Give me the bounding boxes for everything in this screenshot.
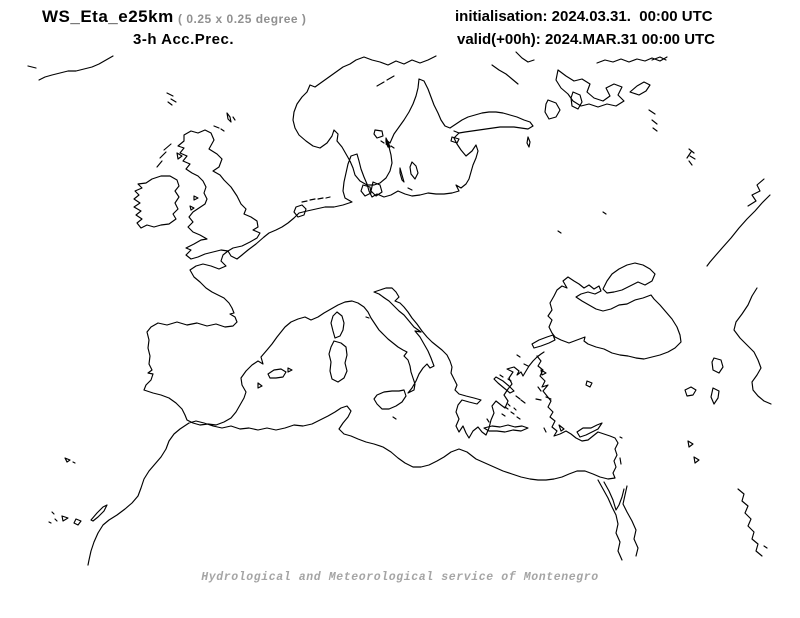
coast-arctic-islets <box>649 57 695 165</box>
coast-faroe-islands <box>167 93 176 105</box>
lake-peipus <box>527 137 606 233</box>
valid-line: valid(+00h): 2024.MAR.31 00:00 UTC <box>457 31 716 48</box>
model-name: WS_Eta_e25km <box>42 7 174 26</box>
lake-tuz <box>586 381 592 387</box>
coast-white-sea <box>556 70 624 107</box>
coast-elba <box>366 317 369 318</box>
lake-ijsselmeer <box>294 205 306 217</box>
coast-sea-of-marmara <box>532 335 555 348</box>
coast-sicily <box>374 390 406 419</box>
coast-cyprus <box>577 423 622 438</box>
coast-funen <box>361 185 371 196</box>
coast-mallorca <box>258 368 292 388</box>
coast-sinai-aqaba <box>604 482 638 556</box>
lake-urmia <box>711 358 723 404</box>
coast-france-iberia-med-africa <box>88 237 618 565</box>
coast-ireland <box>134 176 179 228</box>
coast-corsica <box>331 312 344 338</box>
resolution-note: ( 0.25 x 0.25 degree ) <box>178 12 307 26</box>
coast-scandinavia-baltic <box>264 56 533 237</box>
coast-kola-fragments <box>492 52 534 84</box>
coast-oland <box>400 168 404 182</box>
coast-caspian-west <box>734 288 771 404</box>
coast-orkney <box>214 126 224 131</box>
coast-iceland <box>39 56 113 80</box>
coast-gotland <box>410 162 418 179</box>
coast-dead-sea <box>620 458 621 464</box>
lake-ladoga <box>545 100 560 119</box>
coast-great-britain <box>178 130 260 259</box>
coast-black-sea <box>548 277 681 359</box>
coast-iceland-fragment <box>28 66 36 68</box>
coast-caspian-northwest <box>707 195 770 266</box>
coast-aegean-islands <box>487 355 564 432</box>
product-title: 3-h Acc.Prec. <box>133 31 234 48</box>
coast-lofoten-islands <box>377 76 394 86</box>
lake-van <box>685 387 696 396</box>
coast-bornholm <box>408 188 412 190</box>
coast-madeira <box>65 458 75 463</box>
footer-credit: Hydrological and Meteorological service of Montenegro <box>201 571 599 584</box>
coast-pechora <box>748 179 764 206</box>
coast-sea-of-azov <box>603 263 655 293</box>
coast-canary-islands <box>49 505 107 525</box>
coast-kanin <box>630 82 650 95</box>
initialisation-line: initialisation: 2024.03.31. 00:00 UTC <box>455 8 713 25</box>
coast-shetland <box>227 113 235 122</box>
coast-hebrides <box>157 144 182 167</box>
coastlines <box>28 52 771 565</box>
coast-crete <box>484 425 528 432</box>
coast-frisian-islands <box>302 197 330 202</box>
coast-isle-of-man <box>190 196 198 210</box>
coast-gulf-islets <box>688 441 699 463</box>
coast-sardinia <box>329 341 347 382</box>
coast-persian-gulf <box>738 489 767 556</box>
